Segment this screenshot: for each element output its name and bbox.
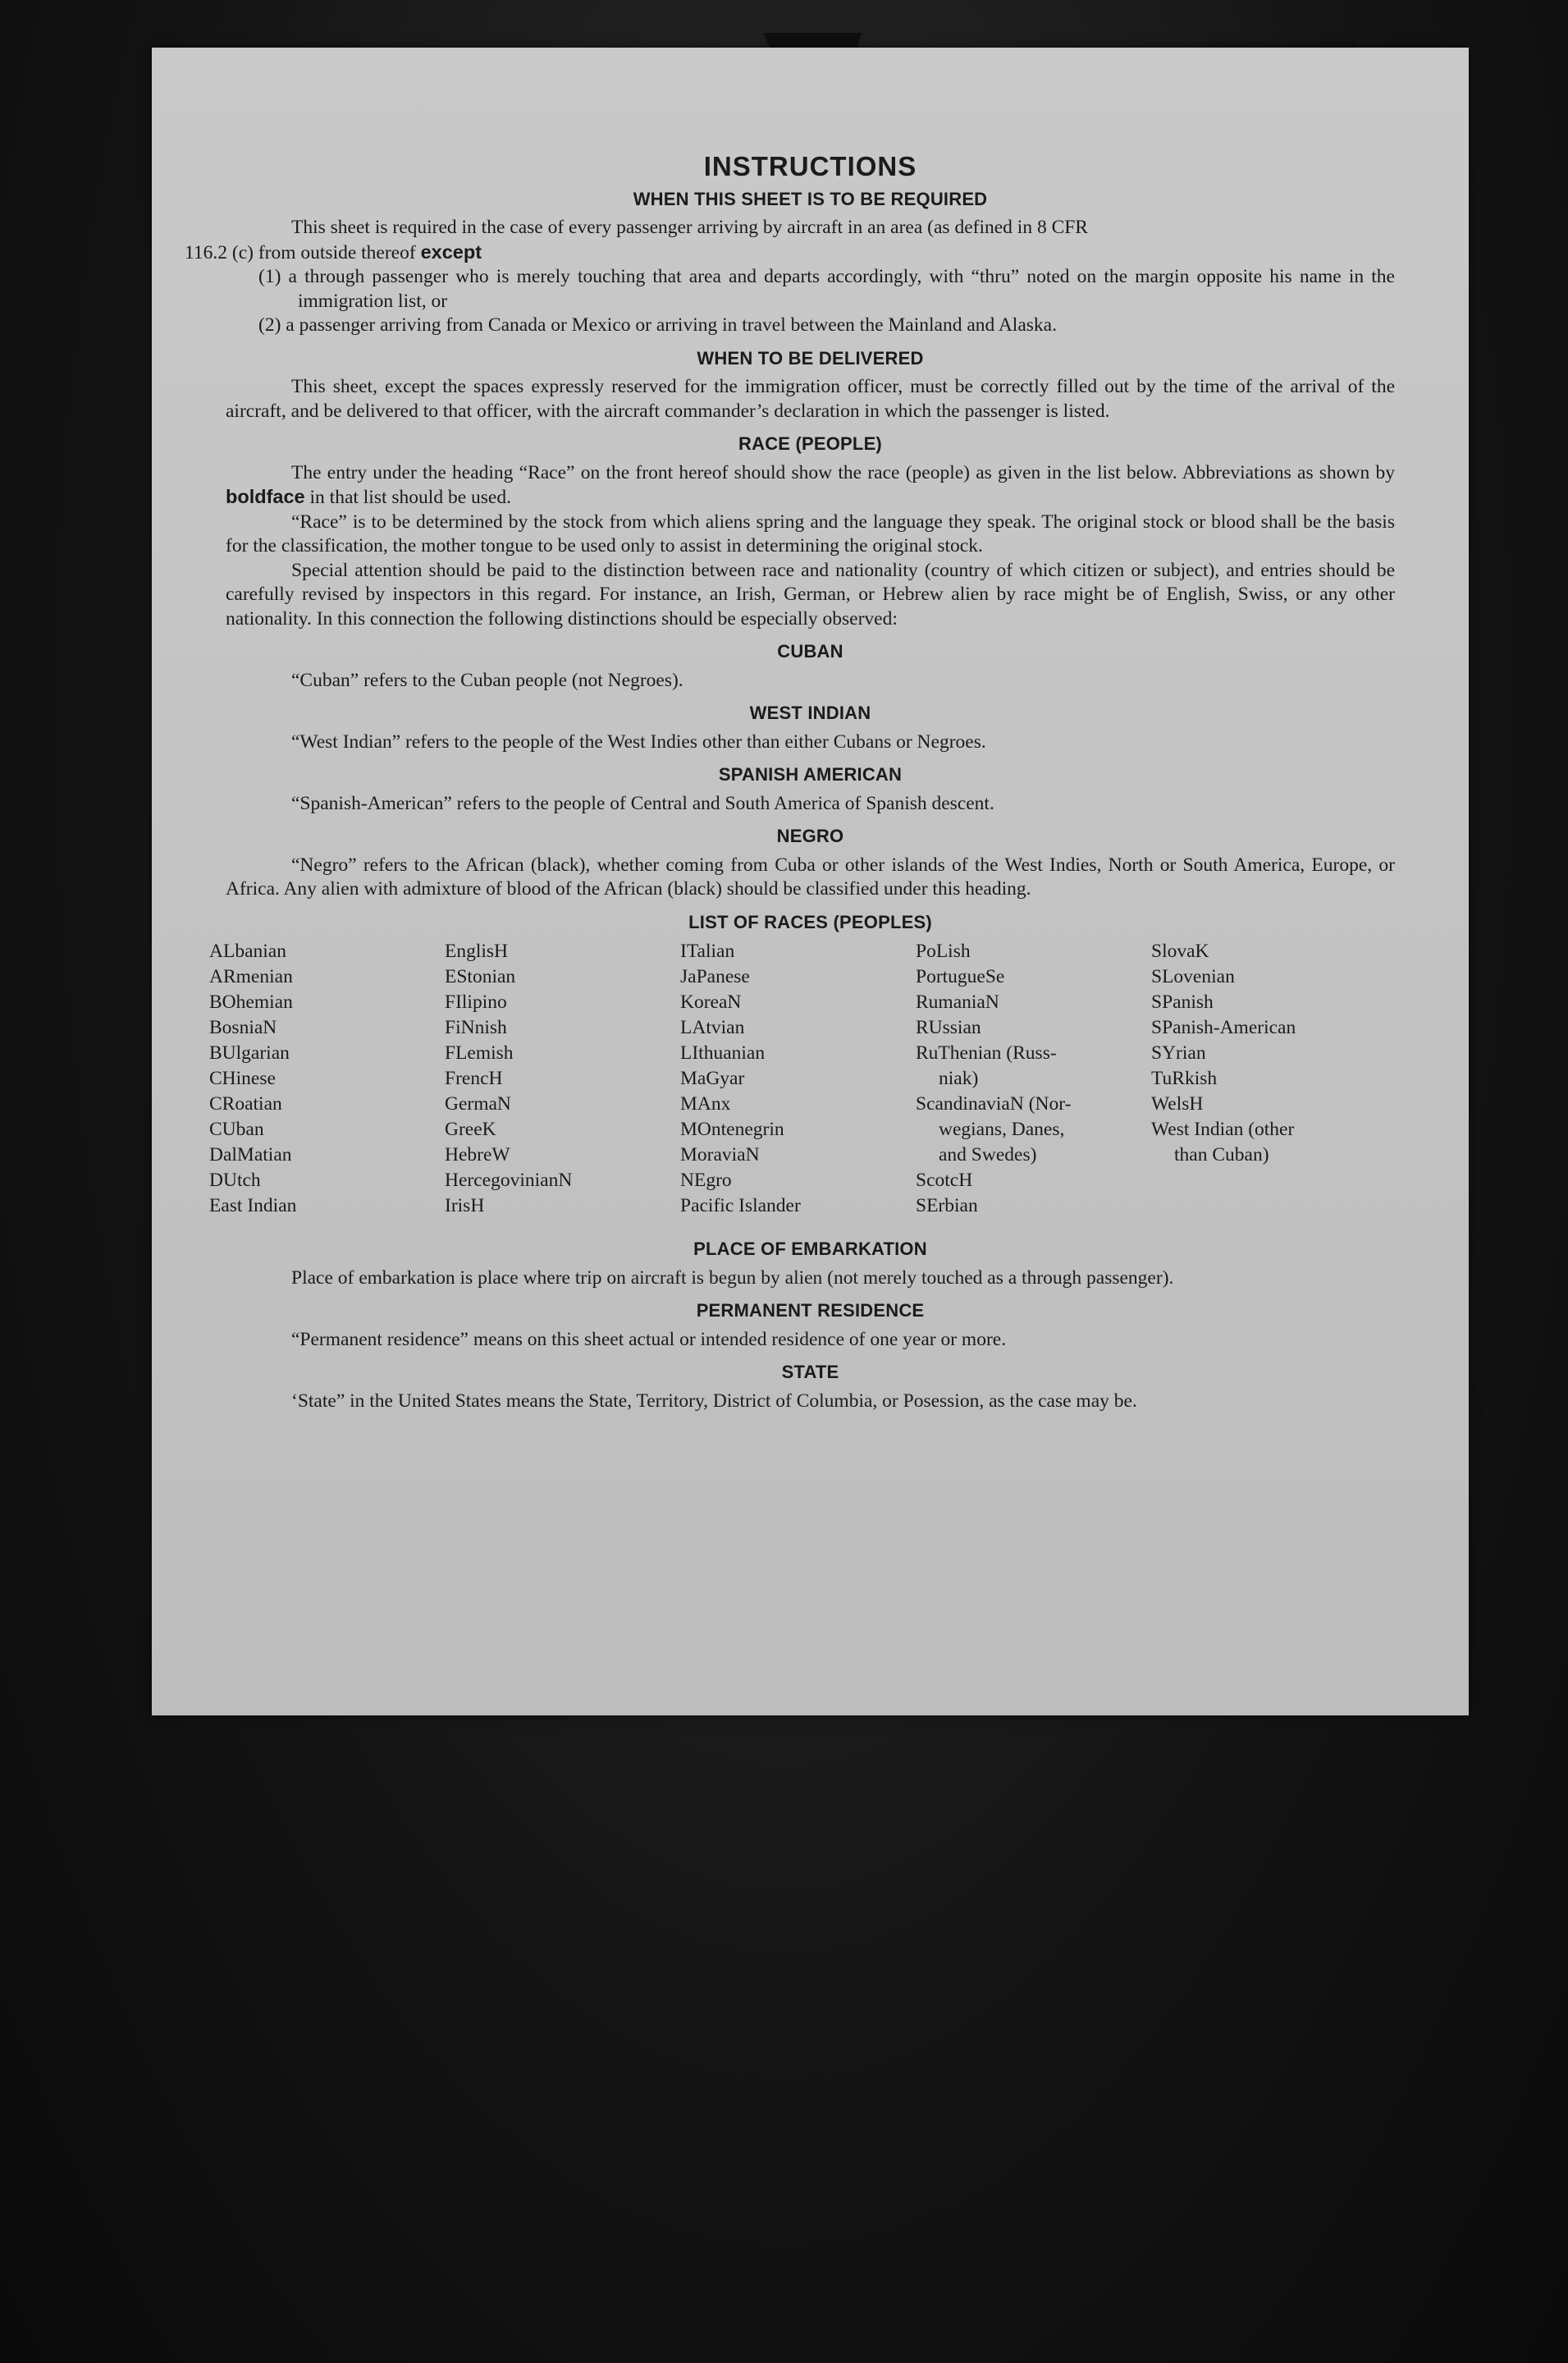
heading-negro: NEGRO bbox=[776, 826, 844, 846]
race-item: Pacific Islander bbox=[680, 1195, 801, 1216]
heading-delivered: WHEN TO BE DELIVERED bbox=[697, 347, 924, 369]
heading-embarkation: PLACE OF EMBARKATION bbox=[693, 1239, 927, 1259]
race-item: WelsH bbox=[1151, 1093, 1204, 1115]
race-item: ARmenian bbox=[209, 966, 293, 987]
required-intro2: 116.2 (c) from outside thereof except bbox=[185, 240, 482, 263]
race-item: CRoatian bbox=[209, 1093, 282, 1115]
race-column-1 bbox=[209, 939, 445, 1219]
race-item: EStonian bbox=[445, 966, 516, 987]
heading-cuban: CUBAN bbox=[777, 641, 843, 662]
race-item: and Swedes) bbox=[939, 1144, 1037, 1165]
race-column-2 bbox=[445, 939, 680, 1219]
race-p2: “Race” is to be determined by the stock from which aliens spring and the language they speak. The original stock or blood shall be the basis for the classification, the mother tongue to be used only to assist in determining the original stock. bbox=[226, 511, 1395, 556]
race-item: SPanish-American bbox=[1151, 1017, 1296, 1038]
race-item: SPanish bbox=[1151, 991, 1214, 1013]
race-item: MoraviaN bbox=[680, 1144, 760, 1165]
negro-text: “Negro” refers to the African (black), whether coming from Cuba or other islands of the West Indies, North or South America, Europe, or Africa. Any alien with admixture of blood of the African (black) should be classified under this heading. bbox=[226, 854, 1395, 900]
race-item: GreeK bbox=[445, 1119, 496, 1140]
race-item: IrisH bbox=[445, 1195, 485, 1216]
race-item: LAtvian bbox=[680, 1017, 745, 1038]
residence-text: “Permanent residence” means on this sheet actual or intended residence of one year or more. bbox=[291, 1328, 1007, 1350]
race-item: ITalian bbox=[680, 941, 735, 962]
heading-state: STATE bbox=[781, 1362, 839, 1382]
race-item: East Indian bbox=[209, 1195, 297, 1216]
race-item: West Indian (other bbox=[1151, 1119, 1295, 1140]
race-item: BosniaN bbox=[209, 1017, 277, 1038]
race-item: than Cuban) bbox=[1174, 1144, 1269, 1165]
heading-race: RACE (PEOPLE) bbox=[738, 433, 882, 454]
race-item: RumaniaN bbox=[916, 991, 999, 1013]
race-item: RUssian bbox=[916, 1017, 981, 1038]
race-item: SLovenian bbox=[1151, 966, 1235, 987]
race-item: BOhemian bbox=[209, 991, 293, 1013]
heading-west-indian: WEST INDIAN bbox=[749, 703, 871, 723]
race-item: GermaN bbox=[445, 1093, 511, 1115]
race-item: FiNnish bbox=[445, 1017, 507, 1038]
race-item: ScandinaviaN (Nor- bbox=[916, 1093, 1072, 1115]
race-item: KoreaN bbox=[680, 991, 742, 1013]
race-item: MAnx bbox=[680, 1093, 731, 1115]
race-column-5 bbox=[1151, 939, 1387, 1219]
heading-list-of-races: LIST OF RACES (PEOPLES) bbox=[688, 911, 932, 932]
embarkation-text: Place of embarkation is place where trip on aircraft is begun by alien (not merely touched as a through passenger). bbox=[291, 1266, 1174, 1289]
race-p3: Special attention should be paid to the distinction between race and nationality (country of which citizen or subject), and entries should be carefully revised by inspectors in this regard. For instance, an Irish, German, or Hebrew alien by race might be of English, Swiss, or any other nationality. In this connection the following distinctions should be especially observed: bbox=[226, 559, 1395, 630]
required-item-1: (1) a through passenger who is merely touching that area and departs accordingly, with “thru” noted on the margin opposite his name in the immigration list, or bbox=[258, 266, 1395, 312]
state-text: ‘State” in the United States means the State, Territory, District of Columbia, or Posession, as the case may be. bbox=[291, 1390, 1137, 1412]
instruction-sheet bbox=[152, 48, 1469, 1715]
heading-spanish-american: SPANISH AMERICAN bbox=[718, 764, 903, 785]
west-indian-text: “West Indian” refers to the people of the West Indies other than either Cubans or Negroes. bbox=[291, 730, 986, 753]
race-item: JaPanese bbox=[680, 966, 750, 987]
spanish-american-text: “Spanish-American” refers to the people of Central and South America of Spanish descent. bbox=[291, 792, 994, 814]
required-item-2: (2) a passenger arriving from Canada or Mexico or arriving in travel between the Mainland and Alaska. bbox=[258, 314, 1057, 336]
race-p1: The entry under the heading “Race” on the front hereof should show the race (people) as given in the list below. Abbreviations as shown by boldface in that list should be used. bbox=[226, 461, 1395, 508]
race-item: SErbian bbox=[916, 1195, 978, 1216]
page-title: INSTRUCTIONS bbox=[703, 151, 917, 181]
race-item: TuRkish bbox=[1151, 1068, 1218, 1089]
cuban-text: “Cuban” refers to the Cuban people (not Negroes). bbox=[291, 669, 683, 691]
heading-required: WHEN THIS SHEET IS TO BE REQUIRED bbox=[633, 188, 988, 209]
race-item: SlovaK bbox=[1151, 941, 1209, 962]
race-item: RuThenian (Russ- bbox=[916, 1042, 1057, 1064]
race-item: MOntenegrin bbox=[680, 1119, 784, 1140]
race-column-4 bbox=[916, 939, 1151, 1219]
race-item: BUlgarian bbox=[209, 1042, 290, 1064]
race-item: ScotcH bbox=[916, 1170, 973, 1191]
race-item: niak) bbox=[939, 1068, 979, 1089]
race-item: PortugueSe bbox=[916, 966, 1005, 987]
required-intro: This sheet is required in the case of every passenger arriving by aircraft in an area (as defined in 8 CFR bbox=[291, 217, 1088, 238]
race-item: FLemish bbox=[445, 1042, 514, 1064]
race-item: MaGyar bbox=[680, 1068, 745, 1089]
race-item: DUtch bbox=[209, 1170, 261, 1191]
heading-residence: PERMANENT RESIDENCE bbox=[696, 1300, 925, 1321]
race-item: LIthuanian bbox=[680, 1042, 766, 1064]
race-item: CHinese bbox=[209, 1068, 276, 1089]
race-item: PoLish bbox=[916, 941, 971, 962]
race-item: wegians, Danes, bbox=[939, 1119, 1065, 1140]
race-item: DalMatian bbox=[209, 1144, 292, 1165]
race-item: HebreW bbox=[445, 1144, 510, 1165]
race-column-3 bbox=[680, 939, 916, 1219]
race-list bbox=[209, 939, 1395, 1219]
race-item: ALbanian bbox=[209, 941, 286, 962]
race-item: NEgro bbox=[680, 1170, 732, 1191]
race-item: SYrian bbox=[1151, 1042, 1206, 1064]
race-item: FrencH bbox=[445, 1068, 503, 1089]
race-item: FIlipino bbox=[445, 991, 507, 1013]
delivered-text: This sheet, except the spaces expressly reserved for the immigration officer, must be correctly filled out by the time of the arrival of the aircraft, and be delivered to that officer, with the aircraft commander’s declaration in which the passenger is listed. bbox=[226, 376, 1395, 422]
race-item: EnglisH bbox=[445, 941, 509, 962]
race-item: CUban bbox=[209, 1119, 264, 1140]
race-item: HercegovinianN bbox=[445, 1170, 573, 1191]
